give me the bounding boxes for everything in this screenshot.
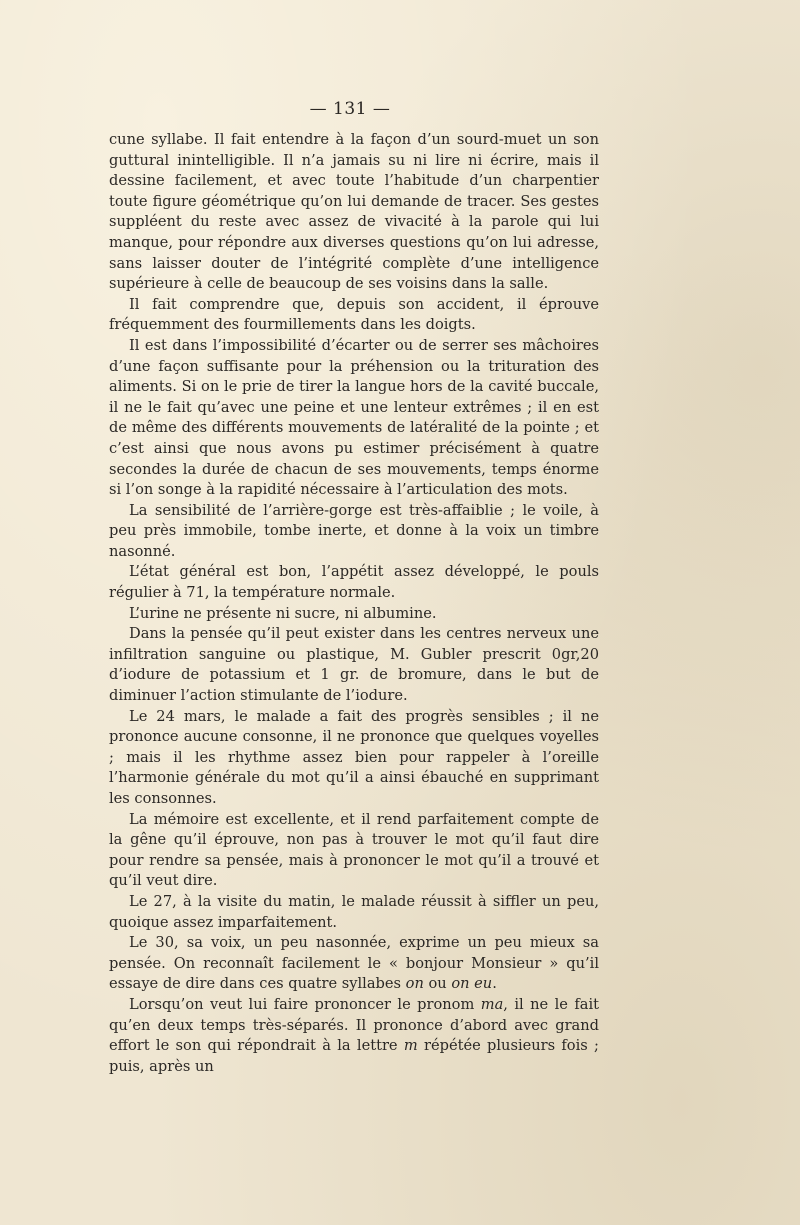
paragraph-machoires: Il est dans l’impossibilité d’écarter ou de serrer ses mâchoires d’une façon suffisante pour la préhension ou la trituration des aliments. Si on le prie de tirer la langue hors de la cavité buccale, il ne le fait qu’avec une peine et une lenteur extrêmes ; il en est de même des différents mouvements de latéralité de la pointe ; et c’est ainsi que nous avons pu estimer précisément à quatre secondes la durée de chacun de ses mouvements, temps énorme si l’on songe à la rapidité nécessaire à l’articulation des mots.	[109, 336, 599, 499]
paragraph-continuation: cune syllabe. Il fait entendre à la façon d’un sourd-muet un son guttural inintelligible. Il n’a jamais su ni lire ni écrire, mais il dessine facilement, et avec toute l’habitude d’un charpentier toute figure géométrique qu’on lui demande de tracer. Ses gestes suppléent du reste avec assez de vivacité à la parole qui lui manque, pour répondre aux diverses questions qu’on lui adresse, sans laisser douter de l’intégrité complète d’une intelligence supérieure à celle de beaucoup de ses voisins dans la salle.	[109, 131, 599, 293]
paragraph-24-mars: Le 24 mars, le malade a fait des progrès sensibles ; il ne prononce aucune consonne, il ne prononce que quelques voyelles ; mais il les rhythme assez bien pour rappeler à l’oreille l’harmonie générale du mot qu’il a ainsi ébauché en supprimant les consonnes.	[109, 707, 599, 807]
text-segment: , il ne le fait qu’en deux temps très-séparés. Il prononce d’abord avec grand effort le son qui répondrait à la lettre	[109, 995, 599, 1055]
text-segment: Le 30, sa voix, un peu nasonnée, exprime un peu mieux sa pensée. On reconnaît facilement le « bonjour Monsieur » qu’il essaye de dire dans ces quatre syllabes	[109, 934, 599, 993]
paragraph-arriere-gorge: La sensibilité de l’arrière-gorge est très-affaiblie ; le voile, à peu près immobile, tombe inerte, et donne à la voix un timbre nasonné.	[109, 501, 599, 560]
italic-word: eu	[474, 975, 493, 993]
paragraph-fourmillements: Il fait comprendre que, depuis son accident, il éprouve fréquemment des fourmillements dans les doigts.	[109, 295, 599, 334]
italic-word: on	[405, 975, 424, 993]
italic-word: on	[451, 975, 470, 993]
italic-word: m	[403, 1037, 418, 1055]
text-segment: répétée plusieurs fois ; puis, après un	[109, 1037, 599, 1075]
text-segment: Lorsqu’on veut lui faire prononcer le pronom	[129, 995, 481, 1013]
text-segment: ou	[423, 975, 452, 993]
body-text	[109, 130, 599, 1077]
paragraph-pronom	[109, 995, 599, 1077]
paragraph-etat-general: L’état général est bon, l’appétit assez développé, le pouls régulier à 71, la température normale.	[109, 563, 599, 602]
paragraph-memoire: La mémoire est excellente, et il rend parfaitement compte de la gêne qu’il éprouve, non pas à trouver le mot qu’il faut dire pour rendre sa pensée, mais à prononcer le mot qu’il a trouvé et qu’il veut dire.	[109, 810, 599, 890]
italic-word: ma	[480, 995, 504, 1013]
page-number: — 131 —	[309, 99, 391, 119]
paragraph-27: Le 27, à la visite du matin, le malade réussit à siffler un peu, quoique assez imparfaitement.	[109, 892, 599, 931]
text-segment: .	[492, 975, 497, 993]
paragraph-30	[109, 933, 599, 995]
paragraph-urine: L’urine ne présente ni sucre, ni albumine.	[129, 604, 437, 622]
paragraph-prescription: Dans la pensée qu’il peut exister dans les centres nerveux une infiltration sanguine ou plastique, M. Gubler prescrit 0gr,20 d’iodure de potassium et 1 gr. de bromure, dans le but de diminuer l’action stimulante de l’iodure.	[109, 625, 599, 705]
